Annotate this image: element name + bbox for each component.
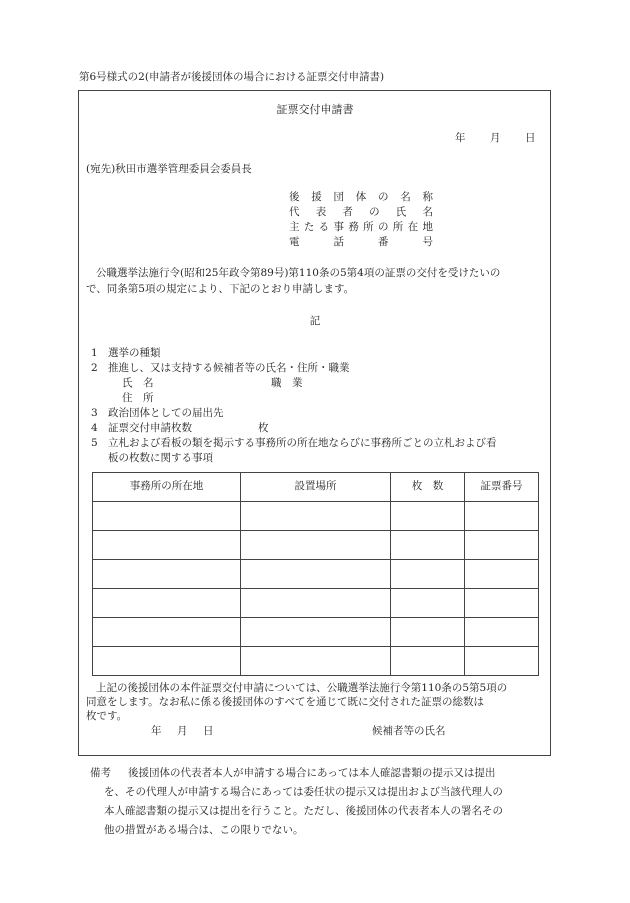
consent-line: 上記の後援団体の本件証票交付申請については、公職選挙法施行令第110条の5第5項の xyxy=(96,682,508,694)
applicant-office-address-label: 主 た る 事 務 所 の 所 在 地 xyxy=(289,221,433,233)
table-cell[interactable] xyxy=(391,531,465,560)
item-registration: 政治団体としての届出先 xyxy=(108,407,224,419)
remark-line: 後援団体の代表者本人が申請する場合にあっては本人確認書類の提示又は提出 xyxy=(128,767,496,779)
signboard-table xyxy=(92,472,539,676)
table-cell[interactable] xyxy=(241,618,391,647)
table-row xyxy=(93,531,539,560)
ki-heading: 記 xyxy=(309,315,321,327)
applicant-org-name-label: 後 援 団 体 の 名 称 xyxy=(289,191,433,203)
col-header-certificate-number: 証票番号 xyxy=(465,473,539,502)
remark-line: 本人確認書類の提示又は提出を行うこと。ただし、後援団体の代表者本人の署名その xyxy=(104,805,503,817)
applicant-phone-label: 電 話 番 号 xyxy=(289,236,433,248)
table-row xyxy=(93,589,539,618)
candidate-name-signature-label: 候補者等の氏名 xyxy=(372,725,446,737)
date-year-label: 年 xyxy=(455,132,466,144)
intro-paragraph xyxy=(86,267,546,296)
item-election-type: 選挙の種類 xyxy=(108,347,161,359)
candidate-name-label: 氏 名 xyxy=(122,377,154,389)
consent-day-label: 日 xyxy=(203,725,214,737)
table-cell[interactable] xyxy=(241,560,391,589)
consent-paragraph xyxy=(86,682,546,723)
table-cell[interactable] xyxy=(241,647,391,676)
col-header-count: 枚 数 xyxy=(391,473,465,502)
consent-year-label: 年 xyxy=(151,725,162,737)
remark-line: を、その代理人が申請する場合にあっては委任状の提示又は提出および当該代理人の xyxy=(104,786,503,798)
table-cell[interactable] xyxy=(465,502,539,531)
table-row xyxy=(93,647,539,676)
certificate-count-unit: 枚 xyxy=(258,422,269,434)
consent-line: 枚です。 xyxy=(86,710,128,723)
table-cell[interactable] xyxy=(465,560,539,589)
applicant-representative-label: 代 表 者 の 氏 名 xyxy=(289,206,433,218)
col-header-placement: 設置場所 xyxy=(241,473,391,502)
table-cell[interactable] xyxy=(465,618,539,647)
item-signboards-cont: 板の枚数に関する事項 xyxy=(108,452,213,464)
col-header-office-location: 事務所の所在地 xyxy=(93,473,241,502)
form-title: 証票交付申請書 xyxy=(276,103,354,116)
item-certificate-count: 証票交付申請枚数 xyxy=(108,422,192,434)
form-caption: 第6号様式の2(申請者が後援団体の場合における証票交付申請書) xyxy=(79,71,385,83)
item-signboards: 立札および看板の類を掲示する事務所の所在地ならびに事務所ごとの立札および看 xyxy=(108,437,497,449)
candidate-occupation-label: 職 業 xyxy=(271,377,303,389)
table-cell[interactable] xyxy=(391,502,465,531)
table-cell[interactable] xyxy=(93,647,241,676)
item-number: 5 xyxy=(91,437,98,449)
remarks xyxy=(90,767,560,837)
item-candidate: 推進し、又は支持する候補者等の氏名・住所・職業 xyxy=(108,362,350,374)
date-day-label: 日 xyxy=(525,132,536,144)
item-number: 4 xyxy=(91,422,98,434)
table-cell[interactable] xyxy=(93,589,241,618)
item-number: 3 xyxy=(91,407,98,419)
consent-line: 同意をします。なお私に係る後援団体のすべてを通じて既に交付された証票の総数は xyxy=(86,696,484,709)
table-cell[interactable] xyxy=(93,502,241,531)
candidate-address-label: 住 所 xyxy=(122,392,154,404)
table-cell[interactable] xyxy=(391,647,465,676)
table-cell[interactable] xyxy=(241,589,391,618)
table-cell[interactable] xyxy=(241,502,391,531)
table-cell[interactable] xyxy=(465,531,539,560)
table-cell[interactable] xyxy=(93,560,241,589)
intro-line: 公職選挙法施行令(昭和25年政令第89号)第110条の5第4項の証票の交付を受けたいの xyxy=(96,267,501,279)
table-header-row xyxy=(93,473,539,502)
table-row xyxy=(93,560,539,589)
remark-label: 備考 xyxy=(90,767,111,779)
table-cell[interactable] xyxy=(93,531,241,560)
table-cell[interactable] xyxy=(391,618,465,647)
consent-month-label: 月 xyxy=(177,725,188,737)
intro-line: で、同条第5項の規定により、下記のとおり申請します。 xyxy=(86,283,355,296)
applicant-block xyxy=(289,191,433,251)
table-cell[interactable] xyxy=(391,560,465,589)
item-number: 2 xyxy=(91,362,98,374)
recipient: (宛先)秋田市選挙管理委員会委員長 xyxy=(86,163,252,175)
table-row xyxy=(93,618,539,647)
date-month-label: 月 xyxy=(490,132,501,144)
table-row xyxy=(93,502,539,531)
table-cell[interactable] xyxy=(93,618,241,647)
table-cell[interactable] xyxy=(465,647,539,676)
table-cell[interactable] xyxy=(241,531,391,560)
table-cell[interactable] xyxy=(465,589,539,618)
remark-line: 他の措置がある場合は、この限りでない。 xyxy=(104,824,304,836)
item-number: 1 xyxy=(91,347,98,359)
table-cell[interactable] xyxy=(391,589,465,618)
